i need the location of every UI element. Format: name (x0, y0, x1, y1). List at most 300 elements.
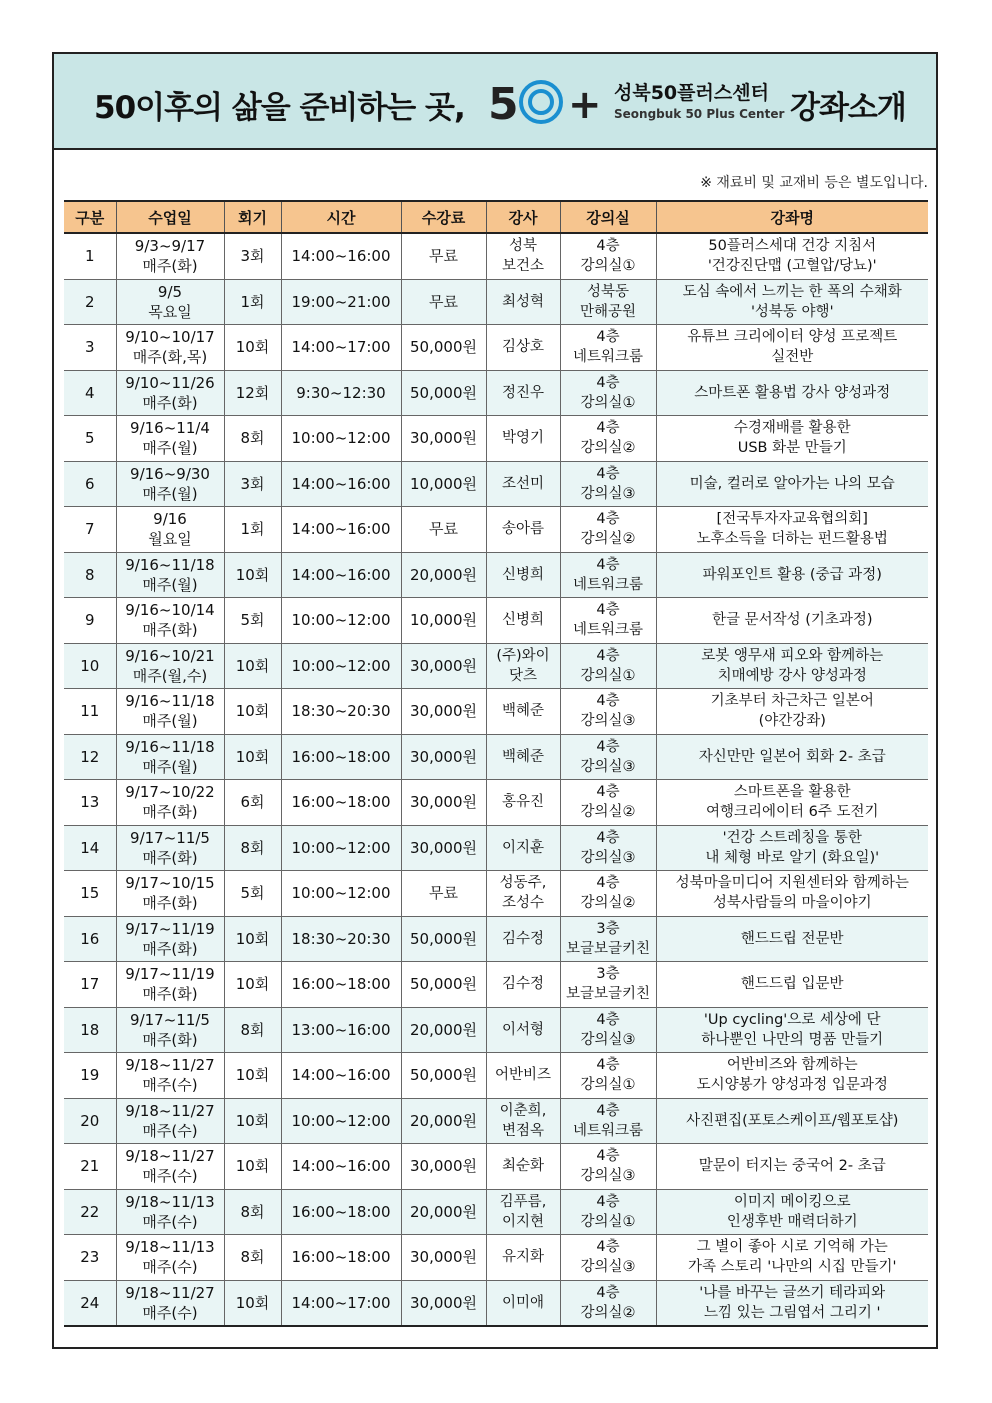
cell-course-title-line: 이미지 메이킹으로 (733, 1193, 851, 1210)
column-header: 강좌명 (656, 201, 928, 233)
cell-course-title (656, 962, 928, 1008)
cell-no: 15 (64, 871, 116, 917)
cell-date-line: 매주(수) (142, 1258, 198, 1277)
cell-room (560, 1280, 656, 1326)
cell-date-line: 매주(수) (142, 1167, 198, 1186)
cell-course-title-line: '건강진단맵 (고혈압/당뇨)' (707, 258, 877, 275)
cell-date (116, 1189, 224, 1235)
cell-date (116, 1280, 224, 1326)
cell-course-title-line: [전국투자자교육협의회] (716, 511, 868, 528)
cell-date-line: 매주(화) (142, 393, 198, 412)
cell-course-title-line: 가족 스토리 '나만의 시집 만들기' (688, 1259, 897, 1276)
cell-instructor-line: 정진우 (501, 384, 545, 401)
cell-date-line: 매주(화) (142, 257, 198, 276)
cell-instructor (486, 1144, 560, 1190)
cell-sessions: 6회 (224, 780, 281, 826)
cell-room (560, 1053, 656, 1099)
table-row (64, 916, 928, 962)
cell-date-line: 매주(수) (142, 1076, 198, 1095)
table-row (64, 780, 928, 826)
cell-sessions: 1회 (224, 279, 281, 325)
cell-time: 18:30~20:30 (281, 689, 401, 735)
cell-room-line: 4층 (596, 784, 620, 801)
cell-no: 13 (64, 780, 116, 826)
cell-time: 14:00~16:00 (281, 552, 401, 598)
cell-time: 19:00~21:00 (281, 279, 401, 325)
cell-fee: 30,000원 (401, 1280, 486, 1326)
cell-date-line: 9/18~11/27 (125, 1147, 215, 1166)
cell-room-line: 강의실③ (580, 849, 636, 866)
cell-room-line: 4층 (596, 1057, 620, 1074)
cell-date-line: 매주(수) (142, 1212, 198, 1231)
cell-room-line: 4층 (596, 465, 620, 482)
cell-instructor-line: 김수정 (501, 930, 545, 947)
cell-course-title-line: 50플러스세대 건강 지침서 (708, 238, 877, 255)
cell-date (116, 1053, 224, 1099)
cell-room-line: 4층 (596, 875, 620, 892)
cell-sessions: 8회 (224, 1007, 281, 1053)
cell-time: 14:00~16:00 (281, 233, 401, 279)
cell-sessions: 10회 (224, 962, 281, 1008)
cell-date (116, 1144, 224, 1190)
cell-fee: 50,000원 (401, 962, 486, 1008)
cell-instructor (486, 871, 560, 917)
cell-date (116, 825, 224, 871)
cell-time: 10:00~12:00 (281, 1098, 401, 1144)
table-row (64, 1053, 928, 1099)
cell-room (560, 279, 656, 325)
cell-date (116, 325, 224, 371)
column-header: 강의실 (560, 201, 656, 233)
title-banner (54, 54, 936, 150)
table-row (64, 416, 928, 462)
cell-sessions: 8회 (224, 1189, 281, 1235)
cell-instructor-line: 신병희 (501, 612, 545, 629)
cell-date-line: 9/18~11/13 (125, 1192, 215, 1211)
cell-course-title-line: 노후소득을 더하는 펀드활용법 (696, 531, 888, 548)
cell-course-title (656, 1235, 928, 1281)
table-row (64, 1280, 928, 1326)
cell-instructor (486, 233, 560, 279)
cell-course-title-line: 한글 문서작성 (기초과정) (711, 612, 873, 629)
cell-course-title (656, 916, 928, 962)
cell-sessions: 12회 (224, 370, 281, 416)
cell-time: 10:00~12:00 (281, 871, 401, 917)
cell-course-title-line: 'Up cycling'으로 세상에 단 (703, 1011, 881, 1028)
cell-sessions: 10회 (224, 916, 281, 962)
cell-room (560, 1144, 656, 1190)
cell-date (116, 598, 224, 644)
column-header: 시간 (281, 201, 401, 233)
cell-instructor-line: 조성수 (501, 895, 545, 912)
cell-instructor-line: 백혜준 (501, 703, 545, 720)
center-logo-icon (486, 74, 606, 128)
cell-instructor-line: (주)와이 (496, 647, 550, 664)
cell-room (560, 507, 656, 553)
cell-instructor-line: 어반비즈 (494, 1067, 552, 1084)
cell-no: 18 (64, 1007, 116, 1053)
cell-room-line: 강의실③ (580, 485, 636, 502)
cell-no: 3 (64, 325, 116, 371)
cell-room-line: 4층 (596, 329, 620, 346)
cell-time: 13:00~16:00 (281, 1007, 401, 1053)
table-row (64, 825, 928, 871)
cell-instructor-line: 성동주, (499, 875, 547, 892)
cell-no: 23 (64, 1235, 116, 1281)
cell-course-title (656, 325, 928, 371)
cell-fee: 20,000원 (401, 1098, 486, 1144)
cell-date-line: 9/16~11/18 (125, 555, 215, 574)
cell-instructor (486, 279, 560, 325)
cell-instructor (486, 689, 560, 735)
table-row (64, 461, 928, 507)
cell-date (116, 552, 224, 598)
cell-date-line: 9/18~11/27 (125, 1056, 215, 1075)
cell-course-title (656, 1007, 928, 1053)
table-row (64, 1235, 928, 1281)
cell-room-line: 4층 (596, 1011, 620, 1028)
table-row (64, 689, 928, 735)
cell-no: 17 (64, 962, 116, 1008)
cell-room-line: 강의실① (580, 258, 636, 275)
cell-room (560, 962, 656, 1008)
cell-course-title (656, 416, 928, 462)
cell-time: 14:00~16:00 (281, 507, 401, 553)
cell-fee: 무료 (401, 507, 486, 553)
cell-course-title-line: 자신만만 일본어 회화 2- 초급 (698, 748, 886, 765)
cell-room-line: 강의실③ (580, 1259, 636, 1276)
cell-instructor (486, 416, 560, 462)
cell-room-line: 강의실② (580, 804, 636, 821)
cell-course-title-line: '건강 스트레칭을 통한 (722, 829, 862, 846)
cell-course-title (656, 734, 928, 780)
cell-time: 14:00~17:00 (281, 325, 401, 371)
cell-time: 10:00~12:00 (281, 598, 401, 644)
cell-fee: 무료 (401, 279, 486, 325)
cell-course-title-line: 스마트폰 활용법 강사 양성과정 (694, 384, 891, 401)
cell-no: 9 (64, 598, 116, 644)
cell-room (560, 871, 656, 917)
cell-fee: 무료 (401, 871, 486, 917)
cell-no: 22 (64, 1189, 116, 1235)
cell-room-line: 4층 (596, 1239, 620, 1256)
cell-date-line: 매주(화) (142, 939, 198, 958)
cell-date (116, 1098, 224, 1144)
course-table (64, 200, 928, 1327)
cell-date (116, 916, 224, 962)
cell-fee: 20,000원 (401, 552, 486, 598)
cell-sessions: 8회 (224, 825, 281, 871)
table-row (64, 643, 928, 689)
cell-date-line: 매주(수) (142, 1303, 198, 1322)
cell-room-line: 4층 (596, 693, 620, 710)
cell-instructor-line: 김상호 (501, 339, 545, 356)
cell-time: 16:00~18:00 (281, 962, 401, 1008)
center-name-english: Seongbuk 50 Plus Center (614, 107, 785, 121)
cell-room (560, 643, 656, 689)
column-header: 강사 (486, 201, 560, 233)
cell-room-line: 4층 (596, 738, 620, 755)
cell-instructor-line: 박영기 (501, 430, 545, 447)
cell-time: 14:00~16:00 (281, 461, 401, 507)
cell-course-title-line: 그 별이 좋아 시로 기억해 가는 (696, 1239, 888, 1256)
cell-room-line: 성북동 (586, 283, 630, 300)
cell-instructor-line: 보건소 (501, 258, 545, 275)
cell-date (116, 643, 224, 689)
cell-fee: 30,000원 (401, 416, 486, 462)
cell-fee: 50,000원 (401, 1053, 486, 1099)
cell-room-line: 4층 (596, 1148, 620, 1165)
cell-room (560, 689, 656, 735)
cell-sessions: 8회 (224, 1235, 281, 1281)
cell-room-line: 4층 (596, 420, 620, 437)
cell-course-title-line: 핸드드립 입문반 (740, 976, 844, 993)
cell-date-line: 9/16~11/18 (125, 692, 215, 711)
cell-sessions: 10회 (224, 1053, 281, 1099)
center-name-korean: 성북50플러스센터 (614, 82, 769, 104)
cell-no: 5 (64, 416, 116, 462)
cell-date-line: 매주(월) (142, 575, 198, 594)
cell-course-title (656, 871, 928, 917)
cell-instructor-line: 이지현 (501, 1213, 545, 1230)
cell-sessions: 10회 (224, 689, 281, 735)
cell-date-line: 9/10~11/26 (125, 373, 215, 392)
cell-sessions: 3회 (224, 233, 281, 279)
cell-instructor (486, 598, 560, 644)
cell-course-title-line: 스마트폰을 활용한 (733, 784, 851, 801)
cell-date-line: 9/18~11/27 (125, 1101, 215, 1120)
table-row (64, 734, 928, 780)
cell-room-line: 강의실② (580, 1304, 636, 1321)
cell-course-title-line: 실전반 (771, 349, 814, 366)
cell-room (560, 370, 656, 416)
cell-no: 10 (64, 643, 116, 689)
banner-tail-text: 강좌소개 (790, 90, 906, 126)
cell-room-line: 보글보글키친 (565, 940, 651, 957)
cell-room (560, 734, 656, 780)
cell-sessions: 10회 (224, 643, 281, 689)
cell-time: 10:00~12:00 (281, 643, 401, 689)
cell-instructor-line: 이지훈 (501, 839, 545, 856)
cell-room (560, 325, 656, 371)
cell-course-title (656, 825, 928, 871)
cell-room-line: 4층 (596, 511, 620, 528)
cell-fee: 20,000원 (401, 1189, 486, 1235)
cell-date (116, 507, 224, 553)
cell-date-line: 매주(월) (142, 757, 198, 776)
cell-instructor-line: 김푸름, (499, 1193, 547, 1210)
cell-date-line: 매주(월,수) (132, 666, 208, 685)
cell-date-line: 9/17~11/5 (130, 828, 210, 847)
cell-course-title-line: 파워포인트 활용 (중급 과정) (702, 566, 882, 583)
cell-room (560, 1098, 656, 1144)
cell-course-title-line: 수경재배를 활용한 (733, 420, 851, 437)
cell-room-line: 강의실① (580, 667, 636, 684)
cell-time: 10:00~12:00 (281, 416, 401, 462)
cell-instructor-line: 유지화 (501, 1249, 545, 1266)
cell-date-line: 9/17~11/19 (125, 965, 215, 984)
cell-room (560, 825, 656, 871)
cell-room-line: 강의실③ (580, 1168, 636, 1185)
cell-sessions: 5회 (224, 598, 281, 644)
column-header: 구분 (64, 201, 116, 233)
cell-room-line: 4층 (596, 647, 620, 664)
cell-room-line: 강의실② (580, 440, 636, 457)
cell-date (116, 871, 224, 917)
table-row (64, 871, 928, 917)
table-row (64, 370, 928, 416)
cell-fee: 무료 (401, 233, 486, 279)
cell-room-line: 강의실① (580, 1213, 636, 1230)
cell-room (560, 1235, 656, 1281)
cell-course-title-line: 인생후반 매력더하기 (726, 1213, 858, 1230)
cell-course-title-line: 미술, 컬러로 알아가는 나의 모습 (689, 475, 895, 492)
cell-instructor-line: 송아름 (501, 521, 545, 538)
cell-instructor (486, 916, 560, 962)
cell-no: 16 (64, 916, 116, 962)
cell-course-title-line: 내 체형 바로 알기 (화요일)' (705, 849, 880, 866)
cell-instructor (486, 325, 560, 371)
cell-instructor-line: 조선미 (501, 475, 545, 492)
cell-date (116, 780, 224, 826)
cost-note: ※ 재료비 및 교재비 등은 별도입니다. (700, 175, 928, 191)
cell-room-line: 4층 (596, 238, 620, 255)
cell-fee: 20,000원 (401, 1007, 486, 1053)
cell-course-title (656, 1144, 928, 1190)
cell-fee: 30,000원 (401, 734, 486, 780)
cell-room-line: 강의실③ (580, 1031, 636, 1048)
cell-course-title (656, 689, 928, 735)
cell-instructor-line: 김수정 (501, 976, 545, 993)
cell-time: 18:30~20:30 (281, 916, 401, 962)
cell-fee: 10,000원 (401, 598, 486, 644)
cell-no: 4 (64, 370, 116, 416)
cell-course-title (656, 1189, 928, 1235)
cell-date-line: 매주(화) (142, 848, 198, 867)
cell-time: 16:00~18:00 (281, 1189, 401, 1235)
cell-course-title (656, 1053, 928, 1099)
cell-date (116, 962, 224, 1008)
cell-date-line: 9/17~11/19 (125, 919, 215, 938)
cell-date (116, 1007, 224, 1053)
cell-instructor-line: 변점옥 (501, 1122, 545, 1139)
cell-instructor-line: 이미애 (501, 1294, 545, 1311)
cell-room (560, 552, 656, 598)
cell-course-title-line: 기초부터 차근차근 일본어 (710, 693, 874, 710)
cell-course-title (656, 461, 928, 507)
cell-fee: 30,000원 (401, 825, 486, 871)
header-row (64, 201, 928, 233)
cell-room (560, 916, 656, 962)
cell-date-line: 9/16 (153, 510, 187, 529)
cell-instructor (486, 643, 560, 689)
cell-instructor (486, 1098, 560, 1144)
cell-date-line: 매주(화) (142, 894, 198, 913)
cell-course-title-line: 사진편집(포토스케이프/웹포토샵) (686, 1112, 899, 1129)
table-body (64, 233, 928, 1326)
cell-sessions: 1회 (224, 507, 281, 553)
center-name (614, 78, 784, 121)
cell-room-line: 강의실① (580, 394, 636, 411)
cell-room-line: 4층 (596, 556, 620, 573)
cell-course-title (656, 780, 928, 826)
cell-fee: 30,000원 (401, 689, 486, 735)
cell-course-title-line: 느낌 있는 그림엽서 그리기 ' (704, 1304, 881, 1321)
cell-date (116, 416, 224, 462)
cell-date-line: 매주(월) (142, 712, 198, 731)
cell-date-line: 목요일 (148, 302, 192, 321)
cell-room-line: 3층 (596, 966, 620, 983)
cell-fee: 30,000원 (401, 1235, 486, 1281)
cell-room-line: 만해공원 (579, 303, 637, 320)
cell-room (560, 1189, 656, 1235)
table-row (64, 962, 928, 1008)
cell-course-title-line: 도심 속에서 느끼는 한 폭의 수채화 (682, 283, 902, 300)
cell-date-line: 9/5 (157, 282, 183, 301)
cell-date-line: 매주(수) (142, 1121, 198, 1140)
cell-time: 10:00~12:00 (281, 825, 401, 871)
cell-time: 16:00~18:00 (281, 734, 401, 780)
cell-no: 2 (64, 279, 116, 325)
cell-room-line: 보글보글키친 (565, 986, 651, 1003)
cell-room (560, 1007, 656, 1053)
cell-course-title-line: 말문이 터지는 중국어 2- 초급 (698, 1158, 886, 1175)
cell-instructor (486, 1007, 560, 1053)
table-row (64, 1189, 928, 1235)
cell-room-line: 강의실③ (580, 758, 636, 775)
cell-date-line: 9/18~11/27 (125, 1283, 215, 1302)
cell-instructor (486, 507, 560, 553)
cell-sessions: 10회 (224, 1280, 281, 1326)
cell-date-line: 매주(화) (142, 621, 198, 640)
table-row (64, 507, 928, 553)
cell-course-title-line: 도시양봉가 양성과정 입문과정 (696, 1077, 888, 1094)
cell-course-title (656, 552, 928, 598)
cell-instructor-line: 이춘희, (499, 1102, 547, 1119)
cell-date-line: 매주(화) (142, 1030, 198, 1049)
cell-instructor (486, 461, 560, 507)
logo-plus: + (568, 82, 602, 128)
cell-date-line: 월요일 (148, 530, 192, 549)
cell-course-title-line: 여행크리에이터 6주 도전기 (705, 804, 879, 821)
logo-digit: 5 (488, 79, 519, 128)
cell-room-line: 4층 (596, 602, 620, 619)
cell-no: 24 (64, 1280, 116, 1326)
cell-no: 19 (64, 1053, 116, 1099)
cell-no: 8 (64, 552, 116, 598)
cell-course-title (656, 370, 928, 416)
cell-sessions: 10회 (224, 325, 281, 371)
cell-date (116, 461, 224, 507)
cell-instructor (486, 1235, 560, 1281)
cell-room-line: 4층 (596, 374, 620, 391)
table-row (64, 552, 928, 598)
cell-date-line: 매주(월) (142, 439, 198, 458)
cell-instructor-line: 닷츠 (508, 667, 537, 684)
cell-course-title-line: 유튜브 크리에이터 양성 프로젝트 (687, 329, 898, 346)
cell-date-line: 매주(월) (142, 484, 198, 503)
cell-no: 7 (64, 507, 116, 553)
cell-date-line: 9/16~10/14 (125, 601, 215, 620)
cell-fee: 30,000원 (401, 780, 486, 826)
cell-sessions: 10회 (224, 552, 281, 598)
cell-room (560, 598, 656, 644)
cell-date-line: 9/17~10/15 (125, 874, 215, 893)
column-header: 회기 (224, 201, 281, 233)
cell-date (116, 1235, 224, 1281)
cell-fee: 50,000원 (401, 325, 486, 371)
cell-course-title-line: 어반비즈와 함께하는 (726, 1057, 858, 1074)
